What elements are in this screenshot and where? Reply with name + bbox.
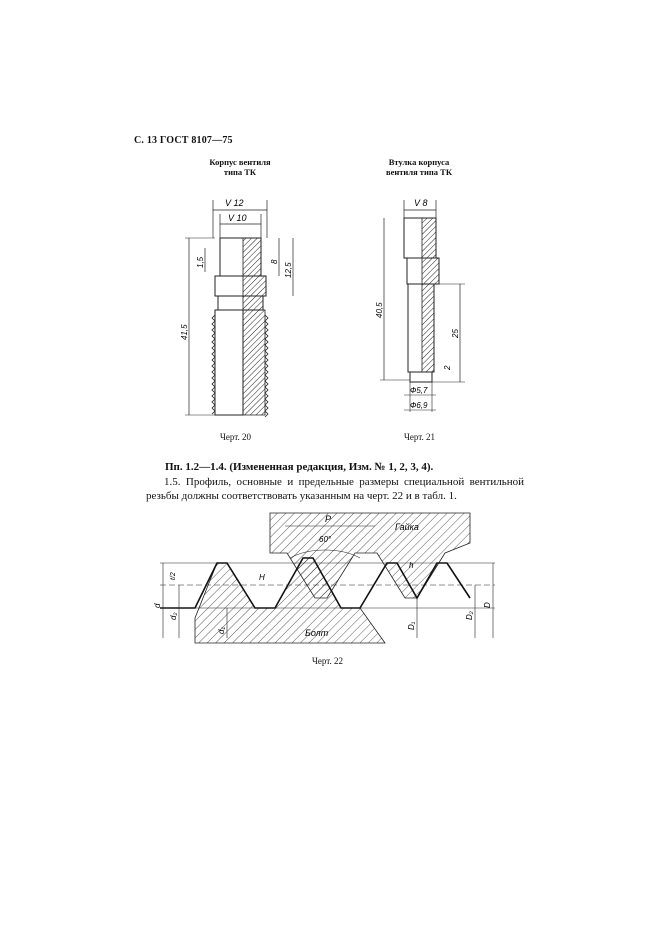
- fig21-caption: [374, 157, 464, 177]
- fig21-dim-2: 2: [443, 365, 452, 370]
- fig20-caption: [195, 157, 285, 177]
- paragraph-1-5: 1.5. Профиль, основные и предельные размеры специальной вентильной резьбы должны соответствовать указанным на черт. 22 и в табл. 1.: [146, 476, 524, 502]
- fig22-label-d2: d₂: [169, 612, 178, 620]
- fig22-label-h-big: H: [259, 573, 265, 582]
- fig22-label-h: h: [409, 561, 414, 570]
- fig21-drawing: [370, 190, 480, 425]
- fig21-dim-57: Ф5,7: [410, 386, 428, 395]
- fig20-dim-15: 1,5: [196, 256, 205, 268]
- fig20-dim-v12: V 12: [225, 198, 244, 208]
- fig21-caption-line1: Втулка корпуса: [388, 157, 450, 167]
- fig22-label-p: P: [325, 514, 332, 524]
- fig20-dim-125: 12,5: [284, 262, 293, 278]
- fig21-dim-405: 40,5: [375, 302, 384, 318]
- fig22-label-bolt: Болт: [305, 628, 329, 638]
- fig22-drawing: [155, 508, 515, 648]
- fig22-label-D: D: [483, 602, 492, 608]
- fig20-dim-415: 41,5: [180, 324, 189, 340]
- fig22-label-nut: Гайка: [395, 522, 419, 532]
- fig20-caption-line1: Корпус вентиля: [209, 157, 271, 167]
- fig20-dim-8: 8: [270, 259, 279, 264]
- section-heading: Пп. 1.2—1.4. (Измененная редакция, Изм. № 1, 2, 3, 4).: [165, 461, 434, 473]
- fig21-dim-25: 25: [451, 329, 460, 338]
- fig22-label-D2: D₂: [465, 611, 474, 620]
- fig22-label-t2: t/2: [170, 572, 177, 580]
- fig22-label-d: d: [153, 603, 162, 608]
- fig21-label: Черт. 21: [404, 432, 435, 442]
- fig20-label: Черт. 20: [220, 432, 251, 442]
- fig21-dim-69: Ф6,9: [410, 401, 428, 410]
- fig22-label-D1: D₁: [407, 621, 416, 630]
- fig21-caption-line2: вентиля типа ТК: [385, 167, 452, 177]
- fig20-dim-v10: V 10: [228, 213, 247, 223]
- page-header: С. 13 ГОСТ 8107—75: [134, 135, 233, 146]
- fig21-dim-v8: V 8: [414, 198, 428, 208]
- fig22-label-60: 60°: [319, 535, 332, 544]
- fig22-label: Черт. 22: [312, 656, 343, 666]
- fig22-label-d1: d₁: [217, 627, 226, 634]
- fig20-drawing: [175, 190, 315, 425]
- fig20-caption-line2: типа ТК: [223, 167, 257, 177]
